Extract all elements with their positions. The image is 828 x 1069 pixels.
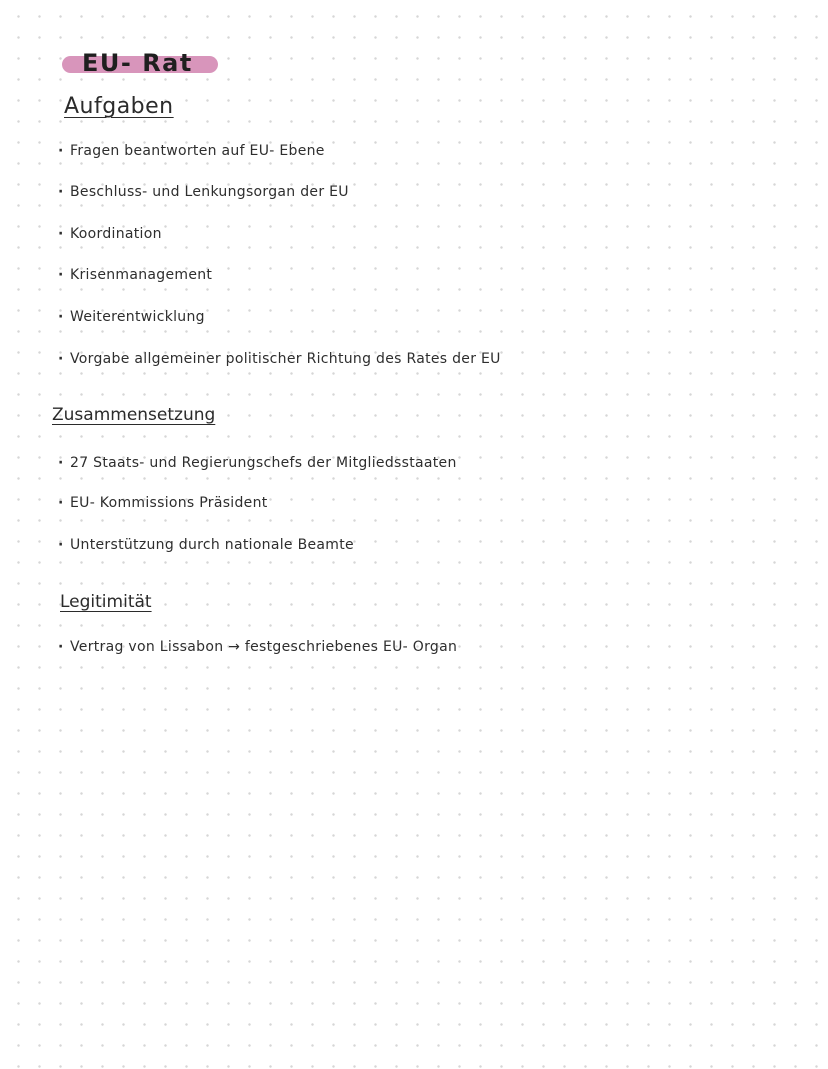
title-block — [62, 48, 193, 78]
list-item: · Krisenmanagement — [58, 267, 213, 283]
list-item: · Weiterentwicklung — [58, 309, 205, 325]
list-item: · Beschluss- und Lenkungsorgan der EU — [58, 184, 349, 200]
list-item: · Unterstützung durch nationale Beamte — [58, 537, 354, 553]
list-item: · Vorgabe allgemeiner politischer Richtung des Rates der EU — [58, 351, 501, 367]
page-title: EU- Rat — [82, 49, 193, 77]
list-item: · 27 Staats- und Regierungschefs der Mitgliedsstaaten — [58, 455, 457, 471]
list-item: · EU- Kommissions Präsident — [58, 495, 268, 511]
section-heading-zusammensetzung: Zusammensetzung — [52, 405, 216, 425]
list-item: · Fragen beantworten auf EU- Ebene — [58, 143, 325, 159]
list-item: · Koordination — [58, 226, 162, 242]
list-item: · Vertrag von Lissabon → festgeschriebenes EU- Organ — [58, 639, 458, 655]
section-heading-aufgaben: Aufgaben — [64, 94, 174, 119]
section-heading-legitimitaet: Legitimität — [60, 592, 152, 612]
